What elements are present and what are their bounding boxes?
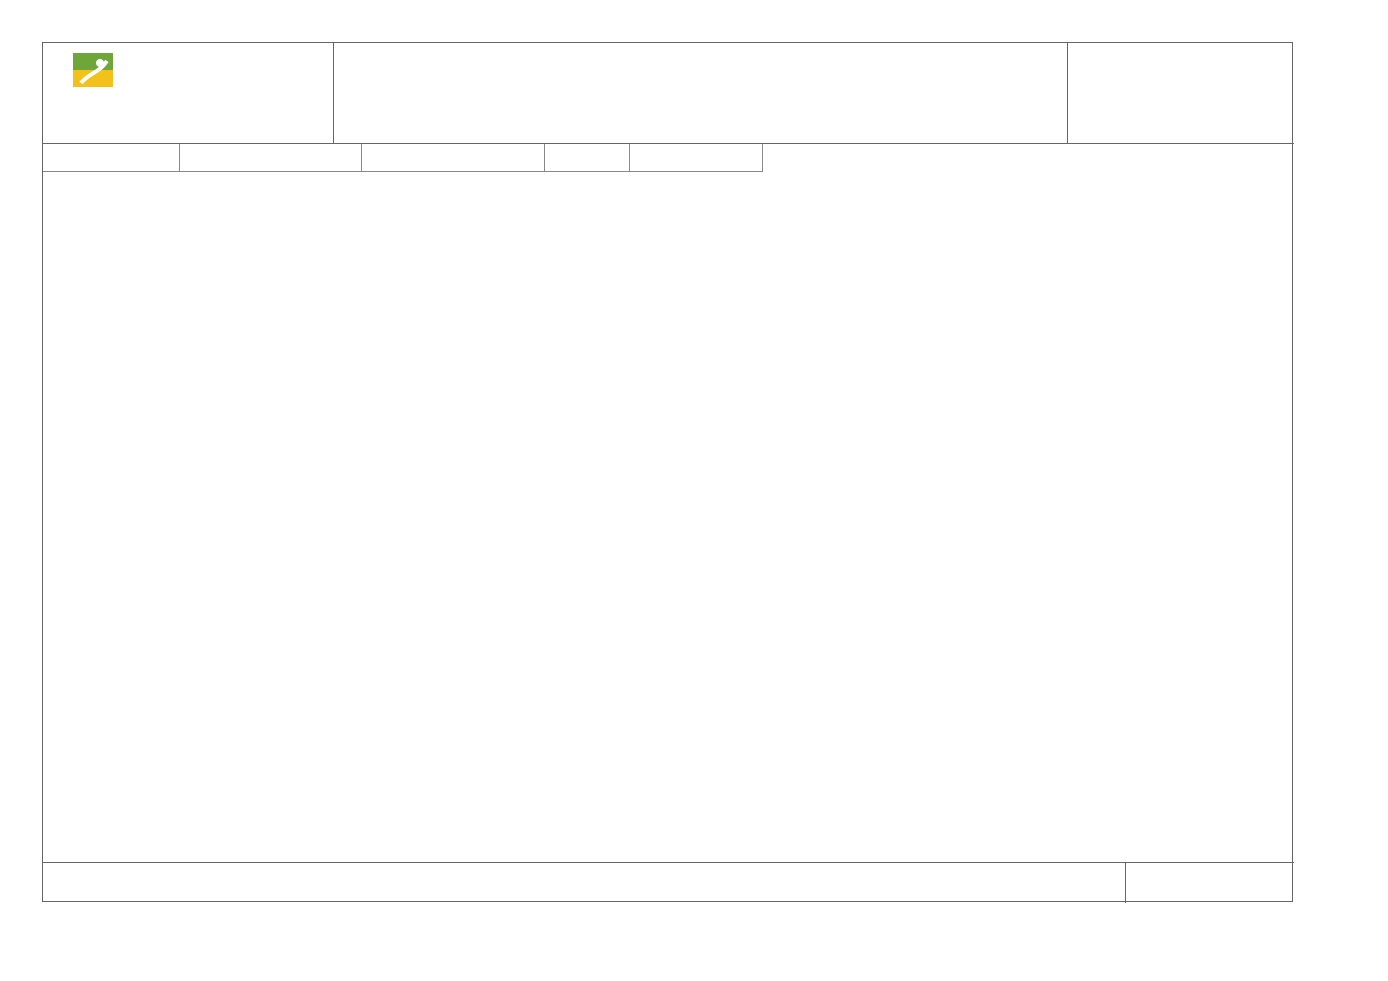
report-footer [43,862,1294,903]
report-page [42,42,1293,902]
col-header-status[interactable] [362,144,545,172]
report-header [43,43,1294,143]
meta-panel [1068,43,1294,143]
logo-panel [43,43,334,143]
title-panel [334,43,1068,143]
project-grid [43,143,1294,858]
col-header-finish[interactable] [545,144,630,172]
city-of-ipswich-logo [55,49,175,129]
gantt-timescale [763,144,1294,172]
col-header-id[interactable] [43,144,180,172]
page-number [1125,863,1294,903]
col-header-name[interactable] [180,144,362,172]
col-header-suburb[interactable] [630,144,763,172]
